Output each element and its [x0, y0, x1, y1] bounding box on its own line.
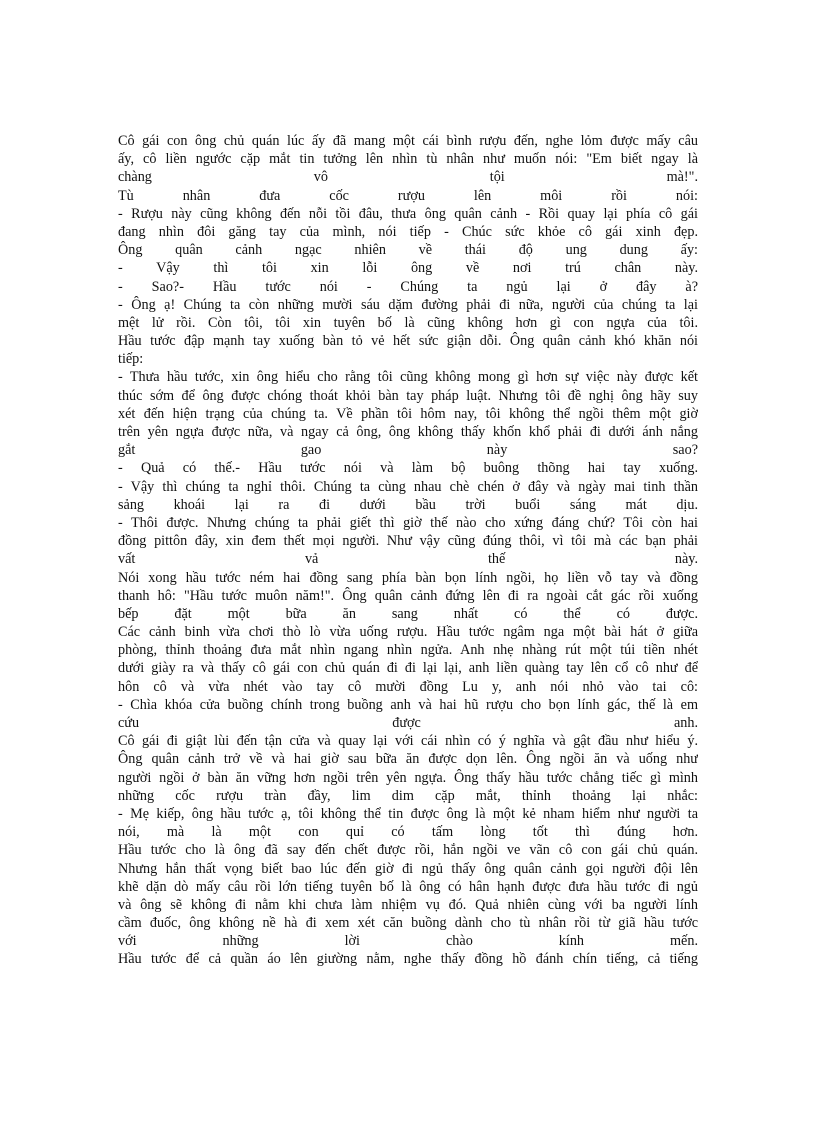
text-line: sảng khoái lại ra đi dưới bầu trời buổi sáng mát dịu. [118, 496, 698, 513]
text-line: vất vả thế này. [118, 551, 698, 568]
text-line: chàng vô tội mà!". [118, 169, 698, 186]
text-line: thanh hô: "Hầu tước muôn năm!". Ông quân cảnh đứng lên đi ra ngoài cắt gác rồi xuống [118, 587, 698, 604]
text-line: những cốc rượu tràn đầy, lim dim cặp mắt, thỉnh thoảng lại nhắc: [118, 787, 698, 804]
text-line: nói, mà là một con quỉ có tấm lòng tốt thì đúng hơn. [118, 824, 698, 841]
text-line: - Rượu này cũng không đến nỗi tồi đâu, thưa ông quân cảnh - Rồi quay lại phía cô gái [118, 205, 698, 222]
text-line: Tù nhân đưa cốc rượu lên môi rồi nói: [118, 187, 698, 204]
text-line: - Quả có thế.- Hầu tước nói và làm bộ buông thõng hai tay xuống. [118, 460, 698, 477]
text-line: - Mẹ kiếp, ông hầu tước ạ, tôi không thể tin được ông là một kẻ nham hiểm như người ta [118, 805, 698, 822]
text-line: - Chìa khóa cửa buồng chính trong buồng anh và hai hũ rượu cho bọn lính gác, thế là em [118, 696, 698, 713]
text-line: - Vậy thì tôi xin lỗi ông về nơi trú chân này. [118, 260, 698, 277]
text-line: với những lời chào kính mến. [118, 933, 698, 950]
text-line: cầm đuốc, ông không nề hà đi xem xét căn buồng dành cho tù nhân rồi từ giã hầu tước [118, 915, 698, 932]
text-line: Ông quân cảnh trở về và hai giờ sau bữa ăn được dọn lên. Ông ngồi ăn và uống như [118, 751, 698, 768]
text-line: ấy, cô liền ngước cặp mắt tin tưởng lên nhìn tù nhân như muốn nói: "Em biết ngay là [118, 151, 698, 168]
text-line: Nói xong hầu tước ném hai đồng sang phía bàn bọn lính ngồi, họ liền vỗ tay và đồng [118, 569, 698, 586]
text-line: hôn cô và vừa nhét vào tay cô mười đồng Lu y, anh nói nhỏ vào tai cô: [118, 678, 698, 695]
text-line: dưới giày ra và thấy cô gái con chủ quán đi đi lại lại, anh liền quàng tay lên cổ cô như để [118, 660, 698, 677]
text-line: tiếp: [118, 351, 144, 368]
text-line: Ông quân cảnh ngạc nhiên về thái độ ung dung ấy: [118, 242, 698, 259]
text-line: Hầu tước cho là ông đã say đến chết được rồi, hắn ngồi ve vãn cô con gái chủ quán. [118, 842, 698, 859]
text-line: xét đến hiện trạng của chúng ta. Về phần tôi hôm nay, tôi không thể ngồi thêm một giờ [118, 405, 698, 422]
text-line: cứu được anh. [118, 715, 698, 731]
text-line: Hầu tước đập mạnh tay xuống bàn tỏ vẻ hết sức giận dỗi. Ông quân cảnh khó khăn nói [118, 333, 698, 350]
text-line: - Sao?- Hầu tước nói - Chúng ta ngủ lại ở đây à? [118, 278, 698, 295]
text-line: Cô gái đi giật lùi đến tận cửa và quay lại với cái nhìn có ý nghĩa và gật đầu như hiểu ý. [118, 733, 698, 750]
text-line: gắt gao này sao? [118, 442, 698, 459]
text-line: Các cảnh binh vừa chơi thò lò vừa uống rượu. Hầu tước ngâm nga một bài hát ở giữa [118, 624, 698, 641]
text-line: Nhưng hắn thất vọng biết bao lúc đến giờ đi ngủ thấy ông quân cảnh gọi người đội lên [118, 860, 698, 877]
text-line: Hầu tước để cả quần áo lên giường nằm, nghe thấy đồng hồ đánh chín tiếng, cả tiếng [118, 951, 698, 968]
text-line: - Thưa hầu tước, xin ông hiểu cho rằng tôi cũng không mong gì hơn sự việc này được kết [118, 369, 698, 386]
text-line: - Vậy thì chúng ta nghỉ thôi. Chúng ta cùng nhau chè chén ở đây và ngày mai tinh thần [118, 478, 698, 495]
text-line: phòng, thỉnh thoảng đưa mắt nhìn ngang nhìn ngửa. Anh nhẹ nhàng rút một túi tiền nhét [118, 642, 698, 659]
document-page [118, 132, 698, 969]
text-line: và ông sẽ không đi nằm khi chưa làm nhiệm vụ đó. Quả nhiên cùng với ba người lính [118, 896, 698, 913]
text-line: thúc sớm để ông được chóng thoát khỏi bàn tay pháp luật. Nhưng tôi đề nghị ông hãy suy [118, 387, 698, 404]
text-line: bếp đặt một bữa ăn sang nhất có thể có được. [118, 605, 698, 622]
text-line: đồng pittôn đây, xin đem thết mọi người. Như vậy cũng đúng thôi, vì tôi mà các bạn phải [118, 533, 698, 550]
text-line: khẽ dặn dò mấy câu rồi lớn tiếng tuyên bố là ông có hân hạnh được đưa hầu tước đi ngủ [118, 878, 698, 895]
text-line: - Ông ạ! Chúng ta còn những mười sáu dặm đường phải đi nữa, người của chúng ta lại [118, 296, 698, 313]
text-line: đang nhìn đôi găng tay của mình, nói tiếp - Chúc sức khỏe cô gái xinh đẹp. [118, 223, 698, 240]
text-line: Cô gái con ông chủ quán lúc ấy đã mang một cái bình rượu đến, nghe lỏm được mấy câu [118, 133, 698, 149]
text-line: trên yên ngựa được nữa, và ngay cả ông, ông không thấy khốn khổ phải đi dưới ánh nắng [118, 424, 698, 440]
text-line: - Thôi được. Nhưng chúng ta phải giết thì giờ thế nào cho xứng đáng chứ? Tôi còn hai [118, 514, 698, 531]
text-line: mệt lử rồi. Còn tôi, tôi xin tuyên bố là cũng không hơn gì con ngựa của tôi. [118, 314, 698, 331]
text-line: người ngồi ở bàn ăn vững hơn ngồi trên yên ngựa. Ông thấy hầu tước chẳng tiếc gì mình [118, 769, 698, 786]
